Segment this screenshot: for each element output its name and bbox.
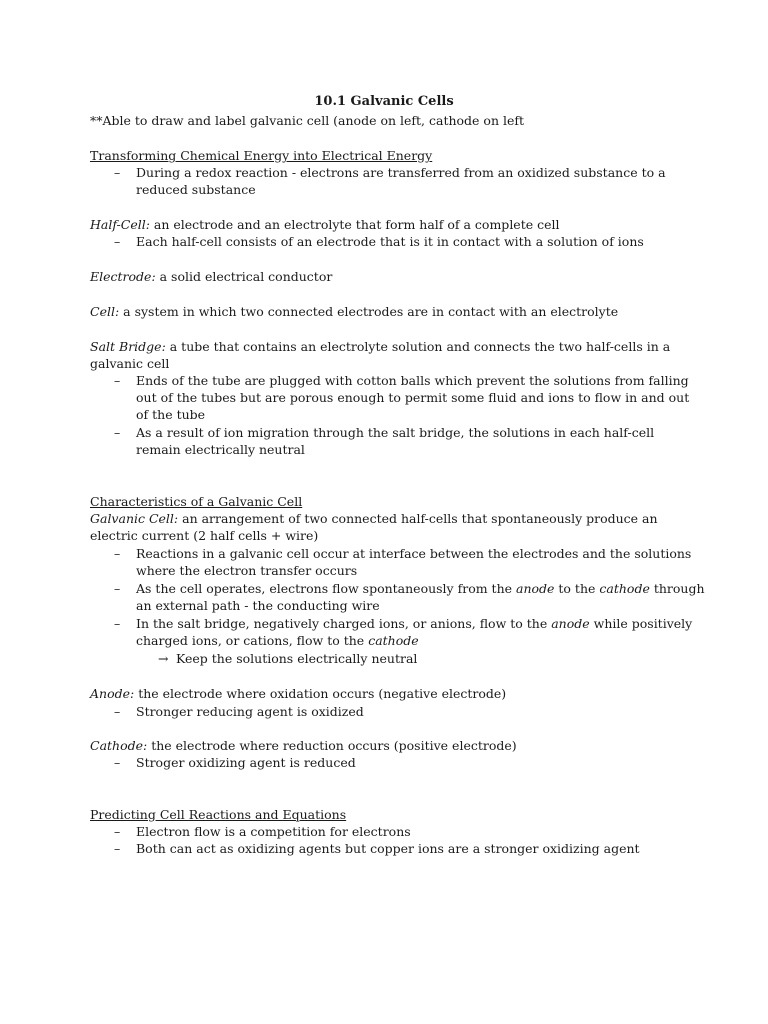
text-run: charged ions, or cations, flow to the <box>136 633 369 648</box>
definition-text: a tube that contains an electrolyte solution and connects the two half-cells in a <box>165 339 671 354</box>
bullet-text: As a result of ion migration through the salt bridge, the solutions in each half-cell <box>136 425 655 440</box>
term: Cathode: <box>90 738 148 753</box>
definition-text: the electrode where reduction occurs (positive electrode) <box>147 738 517 753</box>
text-run: through <box>649 581 705 596</box>
term: Electrode: <box>90 269 156 284</box>
bullet-dash: – <box>114 546 121 561</box>
bullet-text <box>136 615 692 632</box>
bullet-dash: – <box>114 165 121 180</box>
section-heading-characteristics: Characteristics of a Galvanic Cell <box>90 494 303 509</box>
bullet-dash: – <box>114 616 121 631</box>
definition-text-cont: galvanic cell <box>90 356 170 371</box>
term-anode: anode <box>516 581 555 596</box>
definition-half-cell <box>90 216 560 233</box>
term: Anode: <box>90 686 135 701</box>
bullet-text-cont: where the electron transfer occurs <box>136 563 358 578</box>
bullet-text-cont: an external path - the conducting wire <box>136 598 380 613</box>
section-heading-energy: Transforming Chemical Energy into Electrical Energy <box>90 148 433 163</box>
section-heading-predicting: Predicting Cell Reactions and Equations <box>90 807 347 822</box>
bullet-text-cont: reduced substance <box>136 182 256 197</box>
bullet-dash: – <box>114 704 121 719</box>
term: Cell: <box>90 304 120 319</box>
sub-bullet-text: Keep the solutions electrically neutral <box>176 651 418 666</box>
definition-cathode <box>90 737 517 754</box>
bullet-text-cont: remain electrically neutral <box>136 442 305 457</box>
bullet-dash: – <box>114 425 121 440</box>
bullet-dash: – <box>114 373 121 388</box>
definition-text: a system in which two connected electrodes are in contact with an electrolyte <box>119 304 619 319</box>
bullet-text: Electron flow is a competition for electrons <box>136 824 411 839</box>
term: Half-Cell: <box>90 217 150 232</box>
bullet-text-cont: of the tube <box>136 407 206 422</box>
term: Salt Bridge: <box>90 339 166 354</box>
term-cathode: cathode <box>368 633 419 648</box>
definition-galvanic-cell <box>90 510 658 527</box>
page-title: 10.1 Galvanic Cells <box>314 94 454 109</box>
bullet-dash: – <box>114 755 121 770</box>
bullet-dash: – <box>114 234 121 249</box>
definition-cell <box>90 303 618 320</box>
bullet-dash: – <box>114 581 121 596</box>
bullet-dash: – <box>114 841 121 856</box>
definition-text: the electrode where oxidation occurs (negative electrode) <box>134 686 507 701</box>
term-anode: anode <box>551 616 590 631</box>
bullet-text: Ends of the tube are plugged with cotton balls which prevent the solutions from falling <box>136 373 689 388</box>
bullet-text: Reactions in a galvanic cell occur at interface between the electrodes and the solutions <box>136 546 692 561</box>
arrow-icon: → <box>158 651 169 666</box>
bullet-text-cont <box>136 632 419 649</box>
text-run: while positively <box>589 616 693 631</box>
definition-anode <box>90 685 506 702</box>
bullet-text: During a redox reaction - electrons are transferred from an oxidized substance to a <box>136 165 666 180</box>
definition-text: an electrode and an electrolyte that form half of a complete cell <box>149 217 560 232</box>
term-cathode: cathode <box>599 581 650 596</box>
definition-text: a solid electrical conductor <box>155 269 333 284</box>
bullet-text: Stronger reducing agent is oxidized <box>136 704 364 719</box>
bullet-text: Stroger oxidizing agent is reduced <box>136 755 356 770</box>
text-run: to the <box>554 581 600 596</box>
term: Galvanic Cell: <box>90 511 179 526</box>
text-run: In the salt bridge, negatively charged ions, or anions, flow to the <box>136 616 552 631</box>
bullet-text-cont: out of the tubes but are porous enough to permit some fluid and ions to flow in and out <box>136 390 690 405</box>
definition-electrode <box>90 268 332 285</box>
text-run: As the cell operates, electrons flow spontaneously from the <box>136 581 516 596</box>
bullet-text <box>136 580 705 597</box>
bullet-text: Both can act as oxidizing agents but copper ions are a stronger oxidizing agent <box>136 841 640 856</box>
definition-salt-bridge <box>90 338 670 355</box>
definition-text-cont: electric current (2 half cells + wire) <box>90 528 319 543</box>
note-line: **Able to draw and label galvanic cell (anode on left, cathode on left <box>90 113 525 128</box>
bullet-text: Each half-cell consists of an electrode that is it in contact with a solution of ions <box>136 234 644 249</box>
bullet-dash: – <box>114 824 121 839</box>
definition-text: an arrangement of two connected half-cells that spontaneously produce an <box>178 511 658 526</box>
